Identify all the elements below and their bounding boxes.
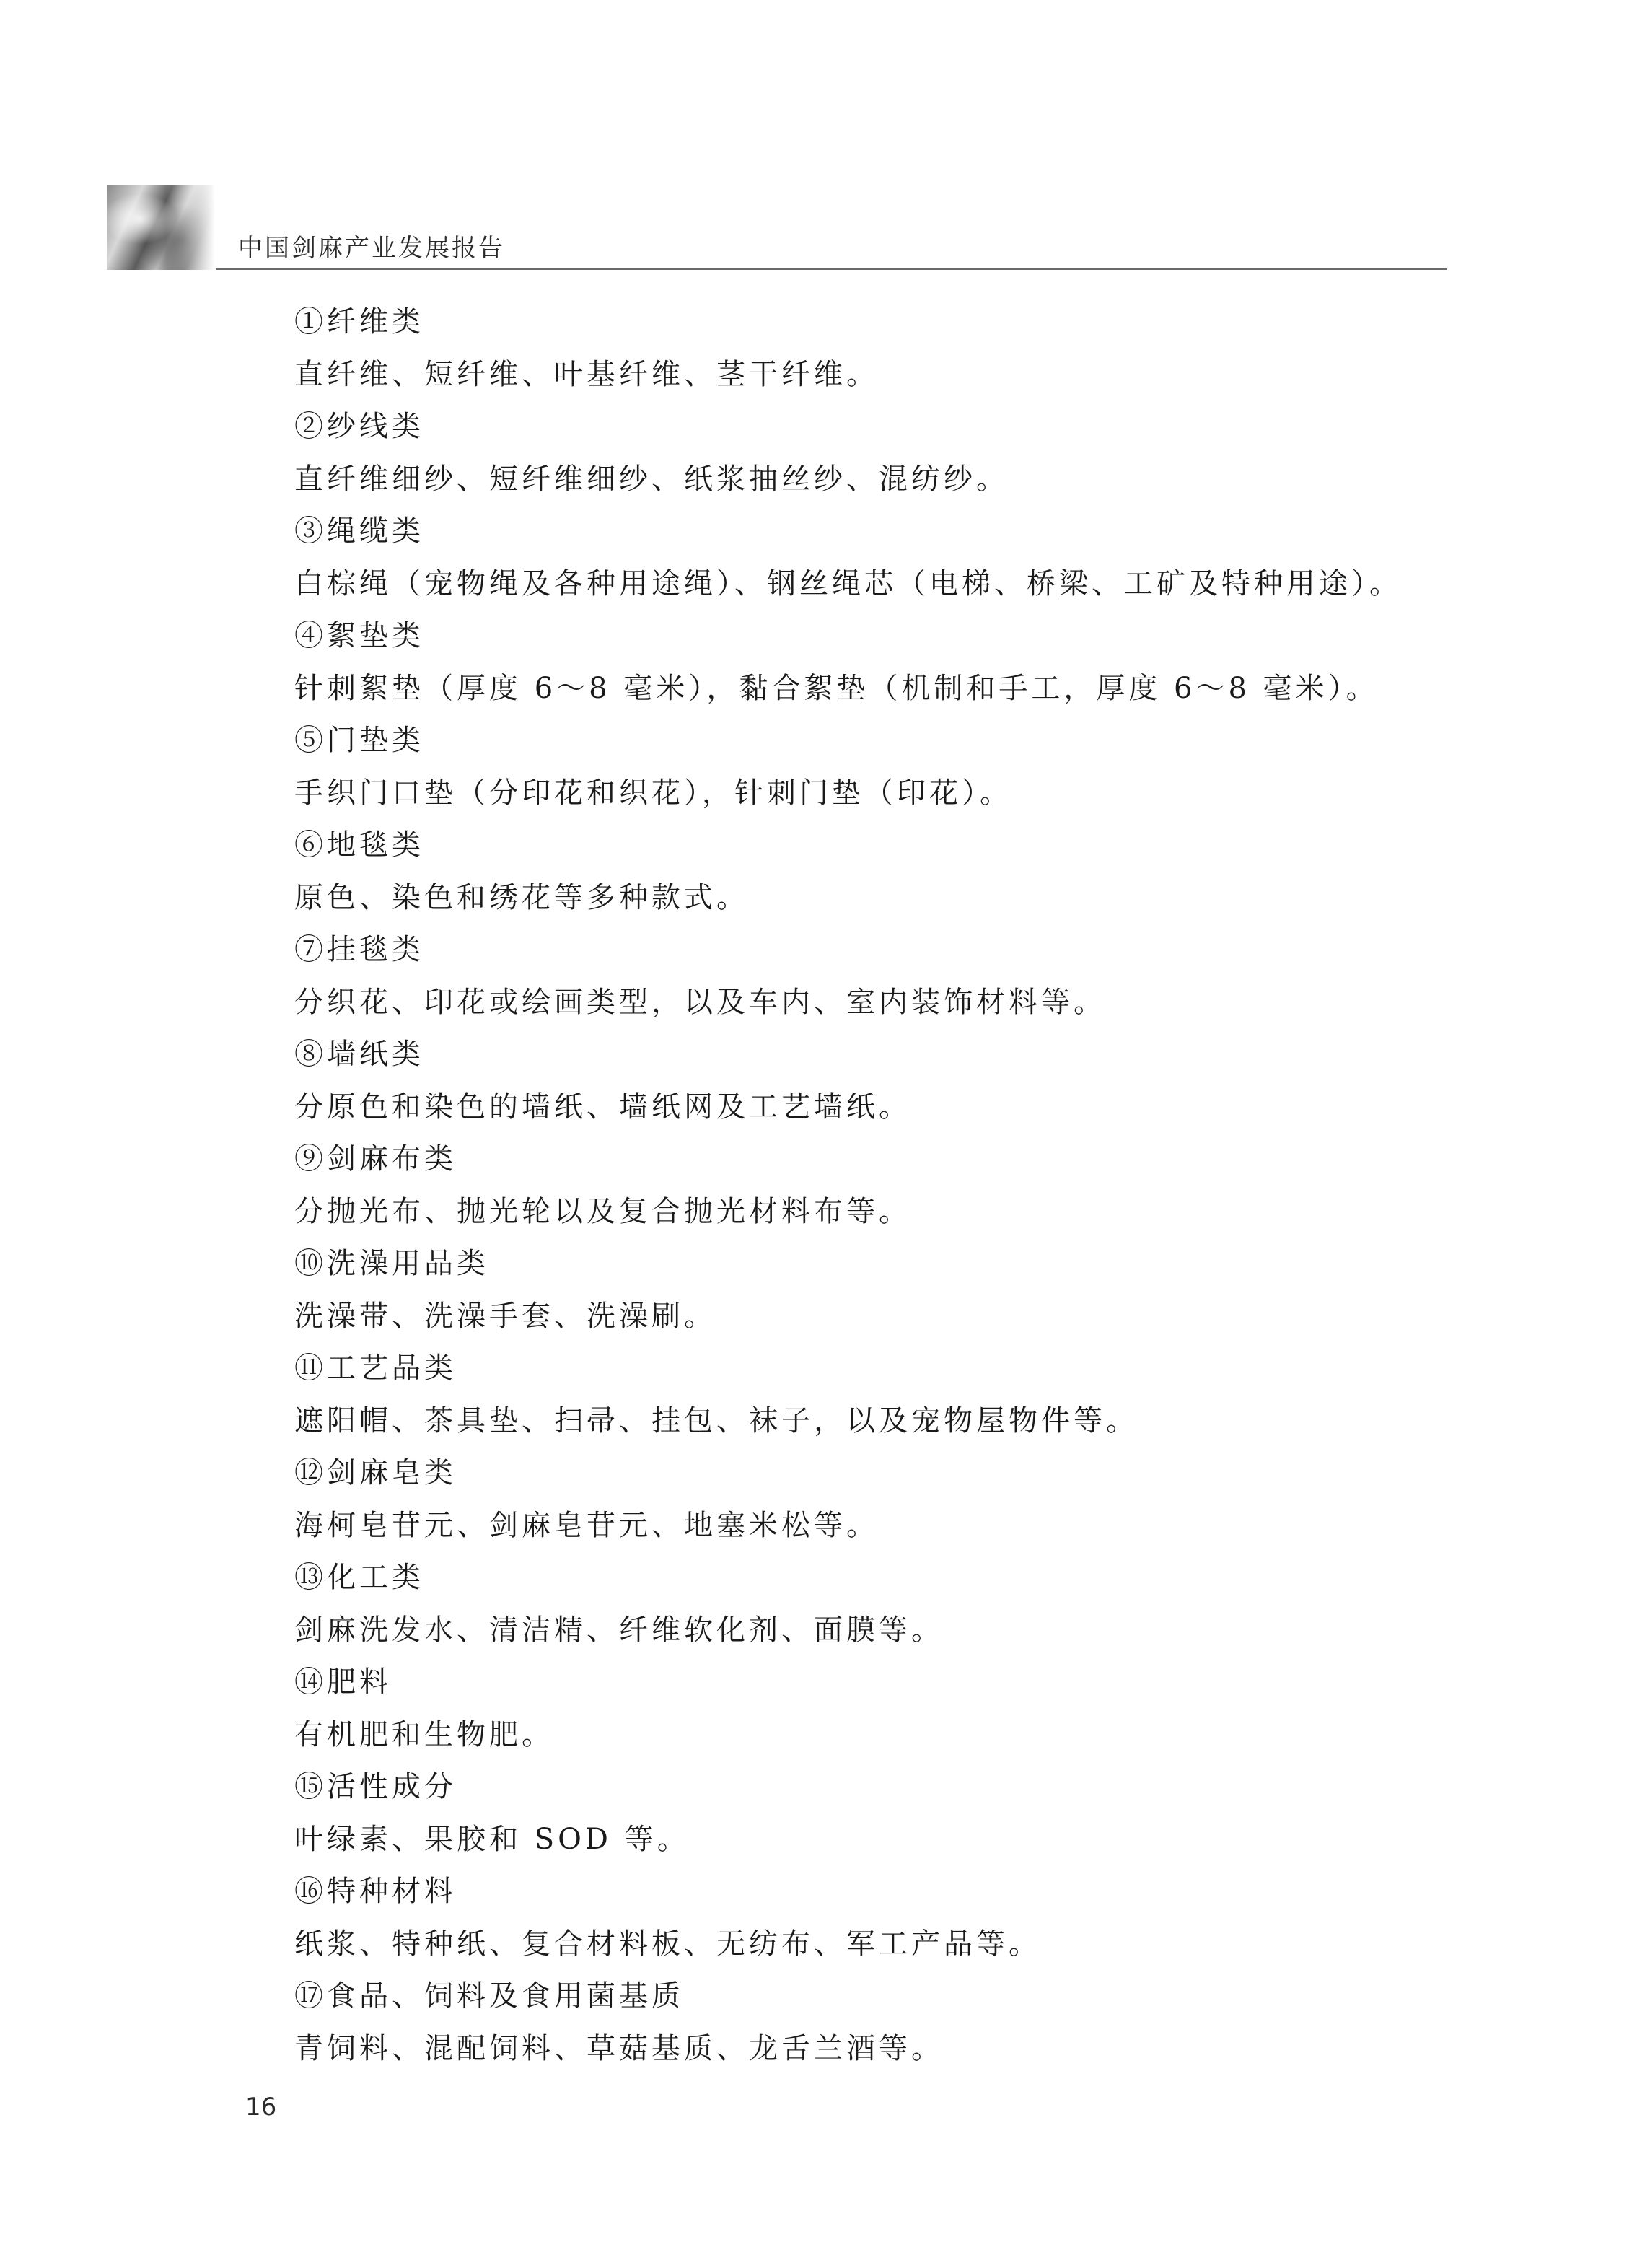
category-heading: ⑮活性成分: [294, 1770, 457, 1803]
category-description: 青饲料、混配饲料、草菇基质、龙舌兰酒等。: [294, 2031, 944, 2065]
category-heading: ②纱线类: [294, 410, 424, 443]
body-text: [294, 296, 1463, 2075]
category-heading: ⑬化工类: [294, 1561, 424, 1594]
category-description: 海柯皂苷元、剑麻皂苷元、地塞米松等。: [294, 1508, 879, 1542]
category-heading: ⑤门垫类: [294, 724, 424, 757]
category-description: 叶绿素、果胶和 SOD 等。: [294, 1822, 690, 1856]
category-description: 纸浆、特种纸、复合材料板、无纺布、军工产品等。: [294, 1927, 1041, 1961]
category-description: 分原色和染色的墙纸、墙纸网及工艺墙纸。: [294, 1090, 911, 1124]
category-heading: ⑨剑麻布类: [294, 1142, 457, 1175]
category-description: 原色、染色和绣花等多种款式。: [294, 880, 749, 914]
category-description: 遮阳帽、茶具垫、扫帚、挂包、袜子，以及宠物屋物件等。: [294, 1404, 1138, 1437]
category-heading: ⑫剑麻皂类: [294, 1456, 457, 1489]
category-description: 直纤维细纱、短纤维细纱、纸浆抽丝纱、混纺纱。: [294, 462, 1009, 496]
category-heading: ①纤维类: [294, 305, 424, 338]
category-heading: ⑦挂毯类: [294, 933, 424, 966]
category-description: 洗澡带、洗澡手套、洗澡刷。: [294, 1299, 716, 1333]
header-plant-photo: [107, 185, 215, 270]
category-description: 分抛光布、抛光轮以及复合抛光材料布等。: [294, 1194, 911, 1228]
page-number: 16: [245, 2093, 277, 2122]
running-header-title: 中国剑麻产业发展报告: [238, 234, 505, 263]
category-description: 分织花、印花或绘画类型，以及车内、室内装饰材料等。: [294, 985, 1106, 1019]
category-description: 有机肥和生物肥。: [294, 1717, 554, 1751]
category-description: 直纤维、短纤维、叶基纤维、茎干纤维。: [294, 357, 879, 391]
category-heading: ③绳缆类: [294, 515, 424, 548]
category-heading: ④絮垫类: [294, 619, 424, 652]
header-divider: [216, 268, 1447, 270]
category-heading: ⑩洗澡用品类: [294, 1247, 489, 1280]
category-heading: ⑭肥料: [294, 1665, 392, 1699]
category-heading: ⑪工艺品类: [294, 1352, 457, 1385]
category-heading: ⑯特种材料: [294, 1875, 457, 1908]
category-description: 白棕绳（宠物绳及各种用途绳）、钢丝绳芯（电梯、桥梁、工矿及特种用途）。: [294, 566, 1402, 600]
category-description: 剑麻洗发水、清洁精、纤维软化剂、面膜等。: [294, 1613, 944, 1647]
category-description: 针刺絮垫（厚度 6～8 毫米），黏合絮垫（机制和手工，厚度 6～8 毫米）。: [294, 671, 1379, 705]
category-description: 手织门口垫（分印花和织花），针刺门垫（印花）。: [294, 776, 1012, 810]
category-heading: ⑥地毯类: [294, 828, 424, 862]
category-heading: ⑰食品、饲料及食用菌基质: [294, 1979, 684, 2013]
category-heading: ⑧墙纸类: [294, 1038, 424, 1071]
